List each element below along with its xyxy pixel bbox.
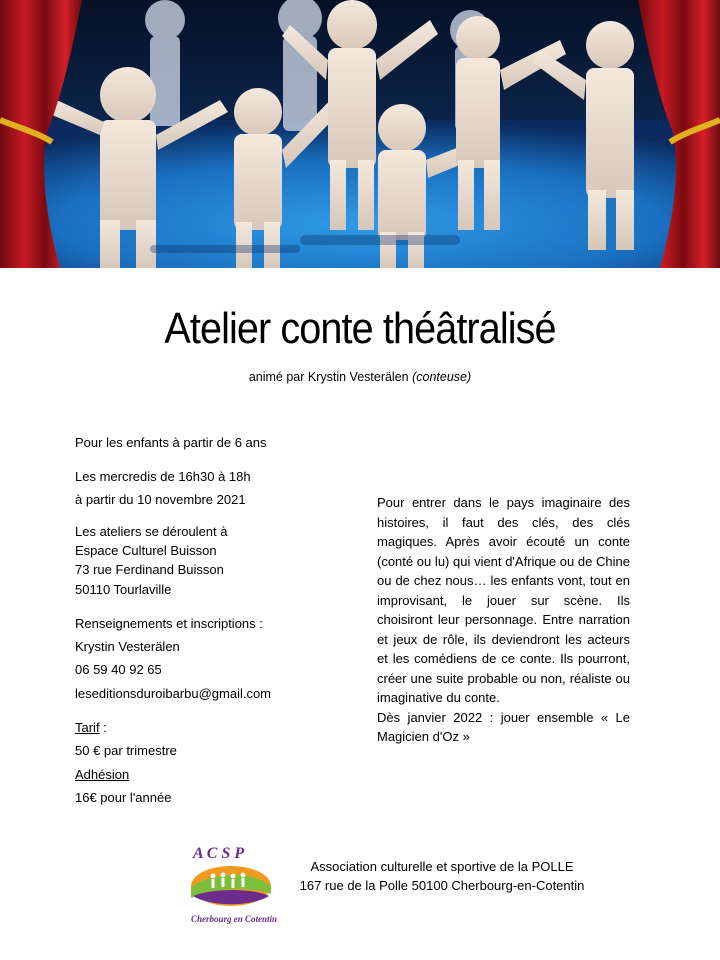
contact-name: Krystin Vesterälen: [75, 639, 180, 654]
subtitle-host: animé par Krystin Vesterälen: [248, 370, 409, 384]
logo-caption: Cherbourg en Cotentin: [191, 914, 278, 924]
subtitle-role: (conteuse): [412, 370, 472, 384]
adhesion-value: 16€ pour l'année: [75, 790, 172, 805]
location-name: Espace Culturel Buisson: [75, 543, 217, 558]
logo-letters: A C S P: [193, 845, 245, 862]
subtitle: [0, 370, 720, 384]
page-title: Atelier conte théâtralisé: [164, 304, 556, 353]
description-announcement: Dès janvier 2022 : jouer ensemble « Le Magicien d'Oz »: [377, 709, 630, 744]
contact-email: leseditionsduroibarbu@gmail.com: [75, 686, 272, 701]
location-city: 50110 Tourlaville: [75, 582, 172, 597]
description-block: [377, 493, 630, 747]
acsp-logo: [183, 842, 283, 926]
tarif-label: Tarif: [75, 720, 100, 735]
tarif-heading: [75, 718, 107, 737]
start-date-text: à partir du 10 novembre 2021: [75, 492, 246, 507]
tarif-value: 50 € par trimestre: [75, 743, 177, 758]
adhesion-label: Adhésion: [75, 767, 130, 782]
association-address: 167 rue de la Polle 50100 Cherbourg-en-Cotentin: [299, 878, 585, 893]
description-paragraph: Pour entrer dans le pays imaginaire des histoires, il faut des clés, des clés magiques. Après avoir écouté un conte (conté ou lu) qui vient d'Afrique ou de Chine ou de chez nous… les enfants vont, tout en improvisant, le jouer sur scène. Ils choisiront leur personnage. Entre narration et jeux de rôle, ils deviendront les acteurs et les comédiens de ce conte. Ils pourront, créer une suite probable ou non, réaliste ou imaginative du conte.: [377, 495, 630, 705]
schedule-text: Les mercredis de 16h30 à 18h: [75, 469, 251, 484]
location-street: 73 rue Ferdinand Buisson: [75, 562, 224, 577]
location-intro: Les ateliers se déroulent à: [75, 524, 228, 539]
audience-text: Pour les enfants à partir de 6 ans: [75, 435, 267, 450]
association-name: Association culturelle et sportive de la POLLE: [310, 859, 574, 874]
hero-photo-paper-dolls-stage: [0, 0, 720, 268]
contact-phone: 06 59 40 92 65: [75, 662, 162, 677]
tarif-colon: :: [99, 720, 107, 735]
info-title: Renseignements et inscriptions :: [75, 616, 263, 631]
